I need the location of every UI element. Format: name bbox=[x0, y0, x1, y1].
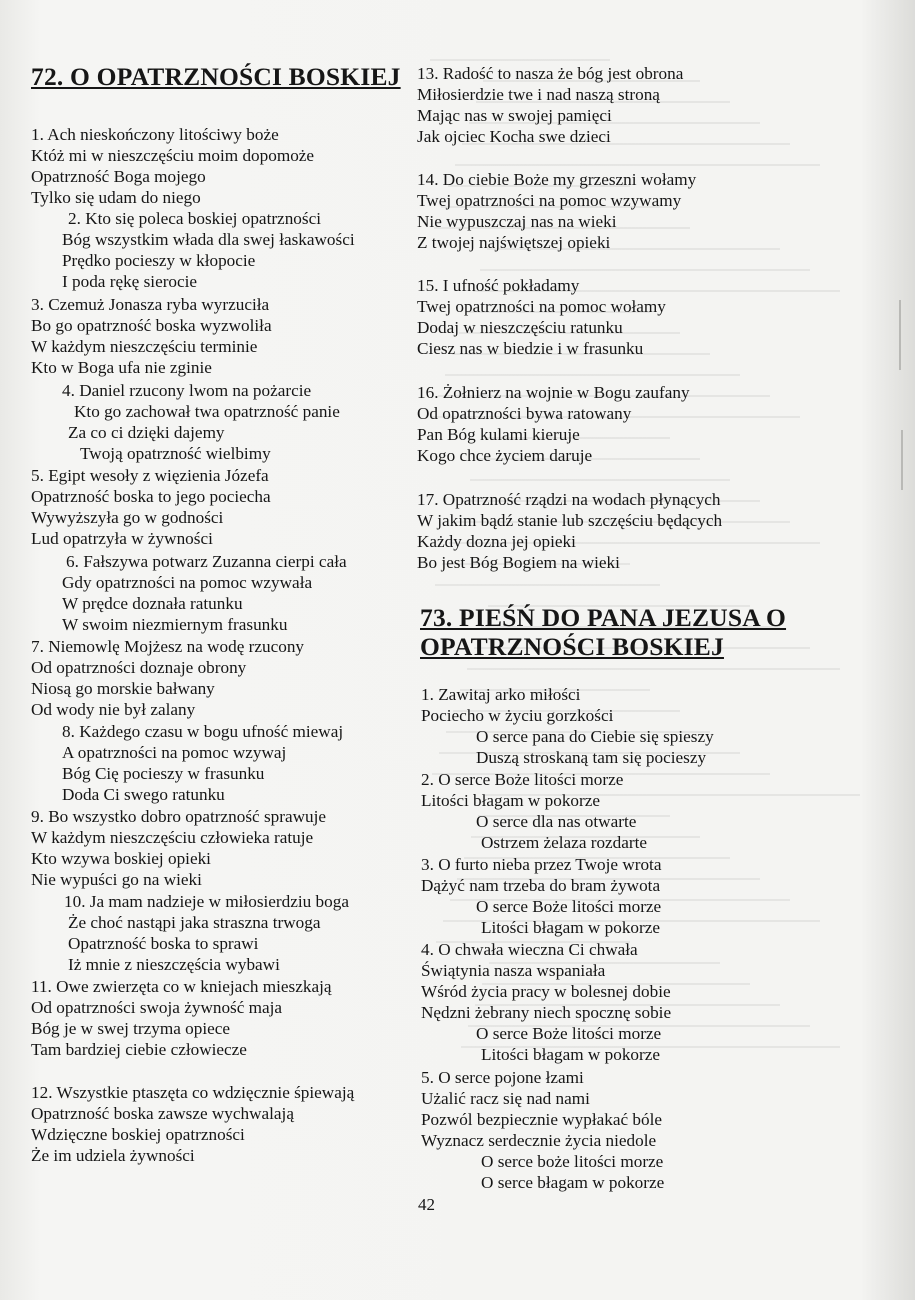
song-73-line: O serce Boże litości morze bbox=[476, 1024, 662, 1043]
song-72-line: 15. I ufność pokładamy bbox=[417, 276, 580, 295]
song-72-line: W każdym nieszczęściu terminie bbox=[31, 337, 258, 356]
song-72-line: Od opatrzności bywa ratowany bbox=[417, 404, 632, 423]
song-72-line: Z twojej najświętszej opieki bbox=[417, 233, 611, 252]
song-72-line: Że choć nastąpi jaka straszna trwoga bbox=[68, 913, 321, 932]
song-72-line: Że im udziela żywności bbox=[31, 1146, 195, 1165]
song-73-line: Wśród życia pracy w bolesnej dobie bbox=[421, 982, 671, 1001]
song-72-line: Twej opatrzności na pomoc wzywamy bbox=[417, 191, 682, 210]
song-72-line: Od opatrzności doznaje obrony bbox=[31, 658, 247, 677]
page-edge-mark bbox=[899, 300, 901, 370]
song-72-line: Tam bardziej ciebie człowiecze bbox=[31, 1040, 247, 1059]
song-72-line: Jak ojciec Kocha swe dzieci bbox=[417, 127, 611, 146]
song-73-line: Litości błagam w pokorze bbox=[481, 1045, 660, 1064]
song-72-line: 4. Daniel rzucony lwom na pożarcie bbox=[62, 381, 312, 400]
song-72-line: 11. Owe zwierzęta co w kniejach mieszkają bbox=[31, 977, 332, 996]
song-72-line: Kto wzywa boskiej opieki bbox=[31, 849, 211, 868]
song-73-line: Pozwól bezpiecznie wypłakać bóle bbox=[421, 1110, 663, 1129]
song-73-line: 2. O serce Boże litości morze bbox=[421, 770, 624, 789]
song-72-line: Każdy dozna jej opieki bbox=[417, 532, 576, 551]
song-72-line: 14. Do ciebie Boże my grzeszni wołamy bbox=[417, 170, 697, 189]
song-72-line: Kogo chce życiem daruje bbox=[417, 446, 593, 465]
song-73-line: Nędzni żebrany niech spocznę sobie bbox=[421, 1003, 672, 1022]
song-73-line: Litości błagam w pokorze bbox=[421, 791, 600, 810]
song-72-line: Bóg wszystkim włada dla swej łaskawości bbox=[62, 230, 355, 249]
song-72-line: Bo jest Bóg Bogiem na wieki bbox=[417, 553, 620, 572]
song-72-line: Opatrzność Boga mojego bbox=[31, 167, 206, 186]
song-72-line: Twoją opatrzność wielbimy bbox=[80, 444, 271, 463]
song-72-title: 72. O OPATRZNOŚCI BOSKIEJ bbox=[31, 62, 401, 91]
song-72-line: 1. Ach nieskończony litościwy boże bbox=[31, 125, 279, 144]
song-72-line: W jakim bądź stanie lub szczęściu będących bbox=[417, 511, 723, 530]
song-72-line: W prędce doznała ratunku bbox=[62, 594, 243, 613]
song-73-line: Ostrzem żelaza rozdarte bbox=[481, 833, 648, 852]
song-72-line: Od wody nie był zalany bbox=[31, 700, 196, 719]
song-73-line: 1. Zawitaj arko miłości bbox=[421, 685, 581, 704]
song-72-line: Tylko się udam do niego bbox=[31, 188, 201, 207]
song-72-line: Bo go opatrzność boska wyzwoliła bbox=[31, 316, 272, 335]
song-72-line: 6. Fałszywa potwarz Zuzanna cierpi cała bbox=[66, 552, 347, 571]
song-73-line: Pociecho w życiu gorzkości bbox=[421, 706, 614, 725]
song-72-line: Od opatrzności swoja żywność maja bbox=[31, 998, 283, 1017]
song-72-line: Bóg Cię pocieszy w frasunku bbox=[62, 764, 265, 783]
song-73-line: 3. O furto nieba przez Twoje wrota bbox=[421, 855, 662, 874]
song-72-line: W każdym nieszczęściu człowieka ratuje bbox=[31, 828, 314, 847]
song-72-line: Nie wypuszczaj nas na wieki bbox=[417, 212, 617, 231]
song-72-line: Prędko pocieszy w kłopocie bbox=[62, 251, 256, 270]
song-73-line: Dążyć nam trzeba do bram żywota bbox=[421, 876, 661, 895]
song-72-line: Niosą go morskie bałwany bbox=[31, 679, 215, 698]
song-73-title: 73. PIEŚŃ DO PANA JEZUSA O bbox=[420, 603, 787, 632]
song-72-line: W swoim niezmiernym frasunku bbox=[62, 615, 288, 634]
song-72-line: 16. Żołnierz na wojnie w Bogu zaufany bbox=[417, 383, 690, 402]
song-73-line: Użalić racz się nad nami bbox=[421, 1089, 590, 1108]
song-72-line: I poda rękę sierocie bbox=[62, 272, 198, 291]
song-72-line: Któż mi w nieszczęściu moim dopomoże bbox=[31, 146, 315, 165]
song-72-line: Gdy opatrzności na pomoc wzywała bbox=[62, 573, 313, 592]
song-73-line: O serce dla nas otwarte bbox=[476, 812, 637, 831]
song-72-line: Iż mnie z nieszczęścia wybawi bbox=[68, 955, 280, 974]
song-72-line: 5. Egipt wesoły z więzienia Józefa bbox=[31, 466, 269, 485]
song-72-line: Wdzięczne boskiej opatrzności bbox=[31, 1125, 245, 1144]
song-72-line: Miłosierdzie twe i nad naszą stroną bbox=[417, 85, 660, 104]
song-72-line: Opatrzność boska zawsze wychwalają bbox=[31, 1104, 294, 1123]
song-73-line: Wyznacz serdecznie życia niedole bbox=[421, 1131, 657, 1150]
song-73-line: Litości błagam w pokorze bbox=[481, 918, 660, 937]
song-73-line: 4. O chwała wieczna Ci chwała bbox=[421, 940, 638, 959]
song-72-line: Opatrzność boska to sprawi bbox=[68, 934, 259, 953]
song-73-line: Świątynia nasza wspaniała bbox=[421, 961, 606, 980]
song-73-line: O serce boże litości morze bbox=[481, 1152, 664, 1171]
song-73-line: O serce błagam w pokorze bbox=[481, 1173, 665, 1192]
song-73-line: 5. O serce pojone łzami bbox=[421, 1068, 584, 1087]
song-72-line: Za co ci dzięki dajemy bbox=[68, 423, 225, 442]
song-72-line: Kto go zachował twa opatrzność panie bbox=[74, 402, 340, 421]
song-73-line: Duszą stroskaną tam się pocieszy bbox=[476, 748, 707, 767]
song-72-line: Mając nas w swojej pamięci bbox=[417, 106, 612, 125]
song-72-line: 7. Niemowlę Mojżesz na wodę rzucony bbox=[31, 637, 305, 656]
song-72-line: 13. Radość to nasza że bóg jest obrona bbox=[417, 64, 684, 83]
song-72-line: Lud opatrzyła w żywności bbox=[31, 529, 213, 548]
song-72-line: Nie wypuści go na wieki bbox=[31, 870, 202, 889]
song-73-line: O serce Boże litości morze bbox=[476, 897, 662, 916]
song-72-line: Twej opatrzności na pomoc wołamy bbox=[417, 297, 666, 316]
song-72-line: Pan Bóg kulami kieruje bbox=[417, 425, 580, 444]
song-72-line: 3. Czemuż Jonasza ryba wyrzuciła bbox=[31, 295, 270, 314]
song-72-line: Kto w Boga ufa nie zginie bbox=[31, 358, 212, 377]
song-72-line: 17. Opatrzność rządzi na wodach płynących bbox=[417, 490, 721, 509]
song-73-line: O serce pana do Ciebie się spieszy bbox=[476, 727, 714, 746]
song-72-line: Ciesz nas w biedzie i w frasunku bbox=[417, 339, 644, 358]
song-72-line: Dodaj w nieszczęściu ratunku bbox=[417, 318, 623, 337]
page-number: 42 bbox=[418, 1195, 435, 1214]
song-72-line: 10. Ja mam nadzieje w miłosierdziu boga bbox=[64, 892, 349, 911]
song-73-title: OPATRZNOŚCI BOSKIEJ bbox=[420, 632, 724, 661]
song-72-line: Doda Ci swego ratunku bbox=[62, 785, 225, 804]
song-72-line: Bóg je w swej trzyma opiece bbox=[31, 1019, 231, 1038]
song-72-line: 8. Każdego czasu w bogu ufność miewaj bbox=[62, 722, 344, 741]
song-72-line: Wywyższyła go w godności bbox=[31, 508, 224, 527]
song-72-line: A opatrzności na pomoc wzywaj bbox=[62, 743, 287, 762]
song-72-line: 12. Wszystkie ptaszęta co wdzięcznie śpiewają bbox=[31, 1083, 355, 1102]
page-edge-mark bbox=[901, 430, 903, 490]
song-72-line: 9. Bo wszystko dobro opatrzność sprawuje bbox=[31, 807, 326, 826]
song-72-line: Opatrzność boska to jego pociecha bbox=[31, 487, 271, 506]
song-72-line: 2. Kto się poleca boskiej opatrzności bbox=[68, 209, 321, 228]
